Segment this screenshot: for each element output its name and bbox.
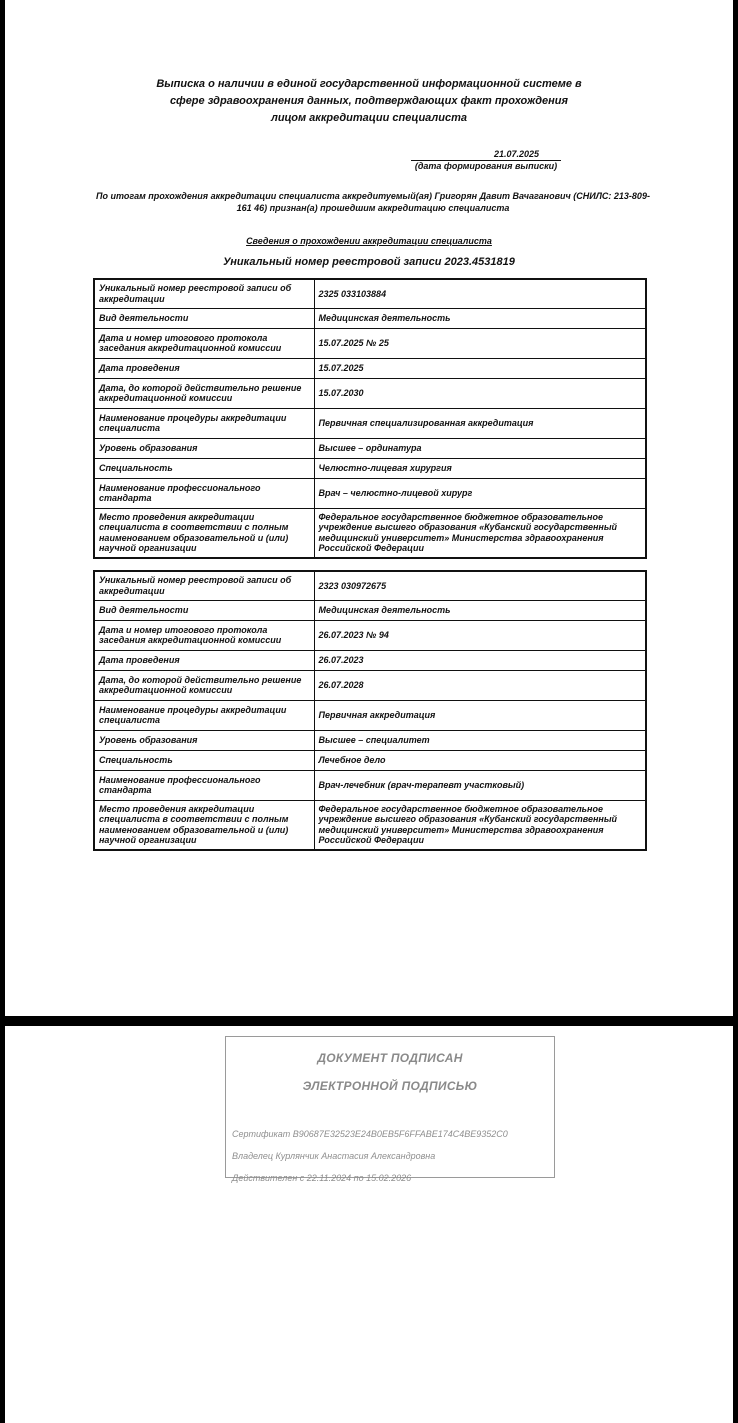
formation-date-caption: (дата формирования выписки): [414, 161, 558, 171]
table-row: [94, 750, 646, 770]
table-row: [94, 378, 646, 408]
accreditation-table-1: [93, 278, 647, 559]
formation-date: 21.07.2025: [411, 149, 561, 161]
table-row: [94, 408, 646, 438]
stamp-certificate: Сертификат B90687E32523E24B0EB5F6FFABE174C4BE9352C0: [232, 1129, 508, 1139]
table-row: [94, 438, 646, 458]
row-label: Дата и номер итогового протокола заседания аккредитационной комиссии: [94, 328, 314, 358]
registry-number-title: Уникальный номер реестровой записи 2023.4531819: [223, 256, 515, 268]
row-value: Высшее – специалитет: [314, 730, 646, 750]
row-label: Наименование профессионального стандарта: [94, 770, 314, 800]
accreditation-table-2: [93, 570, 647, 851]
row-value: Федеральное государственное бюджетное образовательное учреждение высшего образования «Кубанский государственный медицинский университет» Министерства здравоохранения Российской Федерации: [314, 508, 646, 558]
row-label: Вид деятельности: [94, 600, 314, 620]
row-value: 26.07.2023: [314, 650, 646, 670]
table-row: [94, 458, 646, 478]
row-label: Дата проведения: [94, 650, 314, 670]
row-label: Наименование процедуры аккредитации специалиста: [94, 408, 314, 438]
row-value: Врач – челюстно-лицевой хирург: [314, 478, 646, 508]
row-label: Вид деятельности: [94, 308, 314, 328]
row-value: 15.07.2030: [314, 378, 646, 408]
row-value: 2325 033103884: [314, 279, 646, 308]
table-row: [94, 700, 646, 730]
row-label: Специальность: [94, 750, 314, 770]
row-value: Медицинская деятельность: [314, 600, 646, 620]
row-label: Уникальный номер реестровой записи об аккредитации: [94, 279, 314, 308]
row-value: Высшее – ординатура: [314, 438, 646, 458]
electronic-signature-stamp: [225, 1036, 555, 1183]
row-value: Лечебное дело: [314, 750, 646, 770]
row-value: Первичная специализированная аккредитация: [314, 408, 646, 438]
stamp-owner: Владелец Курлянчик Анастасия Александровна: [232, 1151, 436, 1161]
table-row: [94, 670, 646, 700]
signature-page: [5, 1026, 733, 1423]
row-value: 26.07.2028: [314, 670, 646, 700]
table-row: [94, 800, 646, 850]
row-label: Место проведения аккредитации специалиста в соответствии с полным наименованием образовательной и (или) научной организации: [94, 800, 314, 850]
table-row: [94, 730, 646, 750]
row-label: Дата, до которой действительно решение аккредитационной комиссии: [94, 378, 314, 408]
table-row: [94, 508, 646, 558]
table-row: [94, 358, 646, 378]
row-value: Врач-лечебник (врач-терапевт участковый): [314, 770, 646, 800]
row-label: Уникальный номер реестровой записи об аккредитации: [94, 571, 314, 600]
section-title: Сведения о прохождении аккредитации специалиста: [246, 236, 492, 246]
row-value: 15.07.2025 № 25: [314, 328, 646, 358]
table-row: [94, 571, 646, 600]
table-row: [94, 478, 646, 508]
table-row: [94, 650, 646, 670]
row-label: Место проведения аккредитации специалиста в соответствии с полным наименованием образовательной и (или) научной организации: [94, 508, 314, 558]
table-row: [94, 600, 646, 620]
stamp-heading-line2: ЭЛЕКТРОННОЙ ПОДПИСЬЮ: [302, 1079, 478, 1093]
stamp-heading-line1: ДОКУМЕНТ ПОДПИСАН: [317, 1051, 463, 1065]
row-value: 26.07.2023 № 94: [314, 620, 646, 650]
document-title: Выписка о наличии в единой государственной информационной системе в сфере здравоохранения данных, подтверждающих факт прохождения лицом аккредитации специалиста: [156, 78, 582, 124]
row-value: Челюстно-лицевая хирургия: [314, 458, 646, 478]
row-label: Дата проведения: [94, 358, 314, 378]
row-label: Наименование процедуры аккредитации специалиста: [94, 700, 314, 730]
row-label: Уровень образования: [94, 438, 314, 458]
row-label: Дата и номер итогового протокола заседания аккредитационной комиссии: [94, 620, 314, 650]
stamp-validity: Действителен с 22.11.2024 по 15.02.2026: [232, 1173, 412, 1183]
intro-paragraph: По итогам прохождения аккредитации специалиста аккредитуемый(ая) Григорян Давит Вачаганович (СНИЛС: 213-809-161 46) признан(а) прошедшим аккредитацию специалиста: [96, 191, 650, 213]
row-value: Федеральное государственное бюджетное образовательное учреждение высшего образования «Кубанский государственный медицинский университет» Министерства здравоохранения Российской Федерации: [314, 800, 646, 850]
row-value: 2323 030972675: [314, 571, 646, 600]
table-row: [94, 328, 646, 358]
document-page: [5, 0, 733, 1016]
row-label: Уровень образования: [94, 730, 314, 750]
table-row: [94, 308, 646, 328]
row-value: Первичная аккредитация: [314, 700, 646, 730]
row-label: Наименование профессионального стандарта: [94, 478, 314, 508]
table-row: [94, 279, 646, 308]
row-value: 15.07.2025: [314, 358, 646, 378]
table-row: [94, 770, 646, 800]
table-row: [94, 620, 646, 650]
row-label: Дата, до которой действительно решение аккредитационной комиссии: [94, 670, 314, 700]
row-value: Медицинская деятельность: [314, 308, 646, 328]
row-label: Специальность: [94, 458, 314, 478]
